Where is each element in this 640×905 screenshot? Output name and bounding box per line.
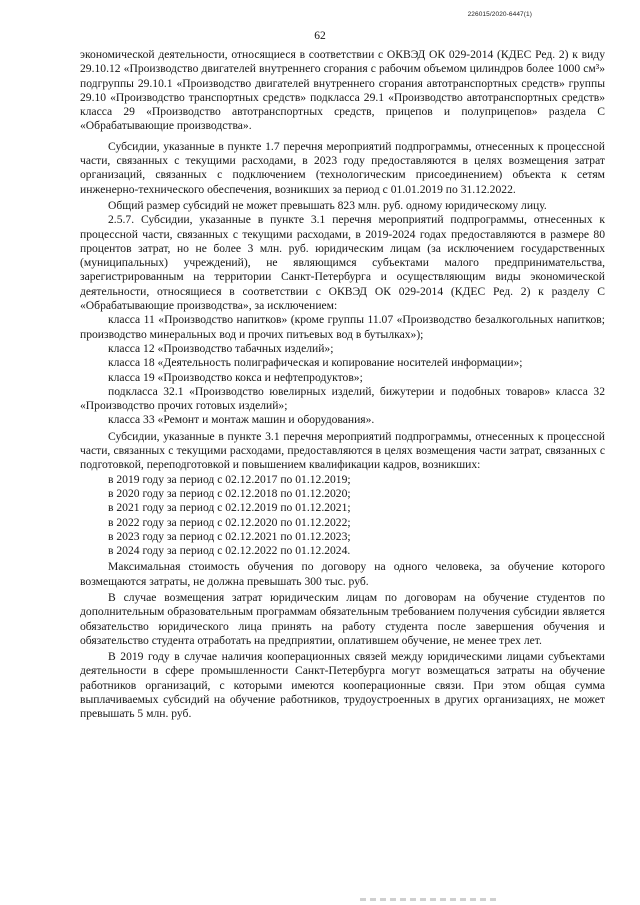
paragraph-cooperation: В 2019 году в случае наличия кооперационных связей между юридическими лицами субъектами деятельности в сфере промышленности Санкт-Петербурга могут возмещаться затраты на обучение работников организаций, с которыми имеются кооперационные связи. При этом общая сумма выплачиваемых субсидий на обучение работников, трудоустроенных в других организациях, не может превышать 5 млн. руб. (80, 650, 605, 721)
period-2022: в 2022 году за период с 02.12.2020 по 01.12.2022; (108, 515, 351, 529)
paragraph-okved-continuation: экономической деятельности, относящиеся в соответствии с ОКВЭД ОК 029-2014 (КДЕС Ред. 2) к виду 29.10.12 «Производство двигателей внутреннего сгорания с рабочим объемом цилиндров более 1000 см³» подгруппы 29.10.1 «Производство двигателей внутреннего сгорания автотранспортных средств» группы 29.10 «Производство транспортных средств» подкласса 29.1 «Производство автотранспортных средств» класса 29 «Производство автотранспортных средств, прицепов и полуприцепов» раздела С «Обрабатывающие производства». (80, 48, 605, 133)
paragraph-students: В случае возмещения затрат юридическим лицам по договорам на обучение студентов по дополнительным образовательным программам обязательным требованием получения субсидии является обязательство юридического лица принять на работу студента после завершения обучения и обязательство студента отработать на предприятии, оплатившем обучение, не менее трех лет. (80, 590, 605, 647)
paragraph-subsidy-3-1-purpose: Субсидии, указанные в пункте 3.1 перечня мероприятий подпрограммы, отнесенных к процессной части, связанных с текущими расходами, предоставляются в целях возмещения части затрат, связанных с подготовкой, переподготовкой и повышением квалификации кадров, возникших: (80, 429, 605, 472)
page-number: 62 (314, 30, 326, 42)
paragraph-2-5-7: 2.5.7. Субсидии, указанные в пункте 3.1 перечня мероприятий подпрограммы, отнесенных к процессной части, связанных с текущими расходами, в 2019-2024 годах предоставляются в размере 80 процентов затрат, но не более 3 млн. руб. юридическим лицам (за исключением государственных (муниципальных) учреждений), не являющимся субъектами малого предпринимательства, зарегистрированным на территории Санкт-Петербурга и осуществляющим виды экономической деятельности, относящиеся в соответствии с ОКВЭД ОК 029-2014 (КДЕС Ред. 2) к разделу С «Обрабатывающие производства», за исключением: (80, 213, 605, 313)
paragraph-subsidy-limit: Общий размер субсидий не может превышать 823 млн. руб. одному юридическому лицу. (108, 198, 547, 212)
scan-artifact-line (360, 898, 500, 901)
period-2024: в 2024 году за период с 02.12.2022 по 01.12.2024. (108, 544, 351, 558)
paragraph-max-cost: Максимальная стоимость обучения по договору на одного человека, за обучение которого возмещаются затраты, не должна превышать 300 тыс. руб. (80, 560, 605, 588)
document-body (80, 48, 605, 722)
document-id: 226015/2020-6447(1) (467, 11, 532, 18)
exclusion-class-19: класса 19 «Производство кокса и нефтепродуктов»; (108, 370, 363, 384)
exclusion-class-11: класса 11 «Производство напитков» (кроме группы 11.07 «Производство безалкогольных напитков; производство минеральных вод и прочих питьевых вод в бутылках»); (80, 313, 605, 341)
exclusion-class-33: класса 33 «Ремонт и монтаж машин и оборудования». (108, 413, 375, 427)
period-2020: в 2020 году за период с 02.12.2018 по 01.12.2020; (108, 486, 351, 500)
period-2021: в 2021 году за период с 02.12.2019 по 01.12.2021; (108, 501, 351, 515)
exclusion-class-12: класса 12 «Производство табачных изделий»; (108, 341, 334, 355)
exclusion-subclass-32-1: подкласса 32.1 «Производство ювелирных изделий, бижутерии и подобных товаров» класса 32 «Производство прочих готовых изделий»; (80, 384, 605, 413)
period-2019: в 2019 году за период с 02.12.2017 по 01.12.2019; (108, 472, 351, 486)
paragraph-subsidy-1-7: Субсидии, указанные в пункте 1.7 перечня мероприятий подпрограммы, отнесенных к процессной части, связанных с текущими расходами, в 2023 году предоставляются в целях возмещения затрат организаций, связанных с подключением (технологическим присоединением) объекта к сетям инженерно-технического обеспечения, возникших за период с 01.01.2019 по 31.12.2022. (80, 139, 605, 196)
period-2023: в 2023 году за период с 02.12.2021 по 01.12.2023; (108, 529, 351, 543)
exclusion-class-18: класса 18 «Деятельность полиграфическая и копирование носителей информации»; (108, 356, 523, 370)
